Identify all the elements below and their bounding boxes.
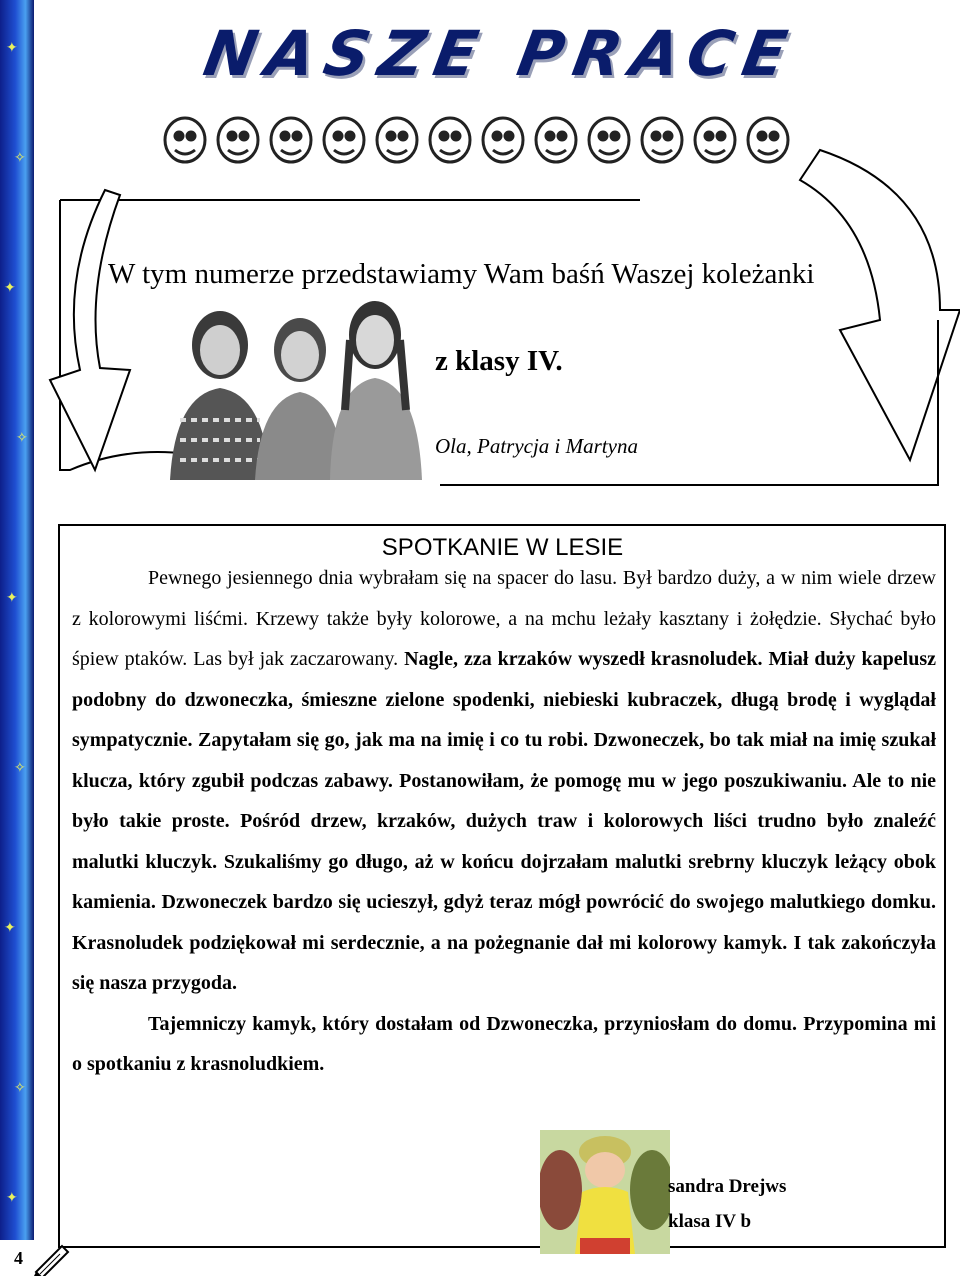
page-title: NASZE PRACE [198,17,803,90]
story-ending: Tajemniczy kamyk, który dostałam od Dzwoneczka, przyniosłam do domu. Przypomina mi o spotkaniu z krasnoludkiem. [72,1012,936,1075]
author-class: klasa IV b [668,1211,752,1232]
right-arrow-icon [800,150,960,460]
left-decorative-strip [0,0,34,1240]
star-icon: ✦ [6,1190,18,1206]
star-icon: ✧ [14,1080,26,1096]
photo-three-girls [170,300,422,480]
class-line: z klasy IV. [435,345,563,377]
pencil-icon [32,1240,72,1276]
intro-headline: W tym numerze przedstawiamy Wam baśń Waszej koleżanki [108,258,815,290]
left-arrow-icon [50,190,130,470]
star-icon: ✦ [6,40,18,56]
star-icon: ✧ [14,760,26,776]
page-number: 4 [14,1248,23,1268]
story-paragraph [72,558,936,1004]
star-icon: ✦ [4,280,16,296]
dwarf-figurine-photo [540,1130,670,1254]
story-title: SPOTKANIE W LESIE [381,534,624,561]
story-paragraph-bold: Nagle, zza krzaków wyszedł krasnoludek. Miał duży kapelusz podobny do dzwoneczka, śmieszne zielone spodenki, niebieski kubraczek, długą brodę i wyglądał sympatycznie. Zapytałam się go, jak ma na imię i co tu robi. Dzwoneczek, bo tak miał na imię szukał klucza, który zgubił podczas zabawy. Postanowiłam, że pomogę mu w jego poszukiwaniu. Ale to nie było takie proste. Pośród drzew, krzaków, dużych traw i kolorowych liści trudno było znaleźć malutki kluczyk. Szukaliśmy go długo, aż w końcu dojrzałam malutki srebrny kluczyk leżący obok kamienia. Dzwoneczek bardzo się ucieszył, gdyż teraz mógł powrócić do swojego malutkiego domku. Krasnoludek podziękował mi serdecznie, a na pożegnanie dał mi kolorowy kamyk. I tak zakończyła się nasza przygoda. [72,648,936,994]
star-icon: ✦ [4,920,16,936]
star-icon: ✧ [14,150,26,166]
story-paragraph-plain: Pewnego jesiennego dnia wybrałam się na spacer do lasu. Był bardzo duży, a w nim wiele drzew z kolorowymi liśćmi. Krzewy także były kolorowe, a na mchu leżały kasztany i żołędzie. Słychać było śpiew ptaków. Las był jak zaczarowany. [72,567,936,670]
story-author: sandra Drejws [668,1176,787,1197]
story-text [72,558,936,1085]
star-icon: ✧ [16,430,28,446]
girls-names: Ola, Patrycja i Martyna [435,434,638,458]
star-icon: ✦ [6,590,18,606]
